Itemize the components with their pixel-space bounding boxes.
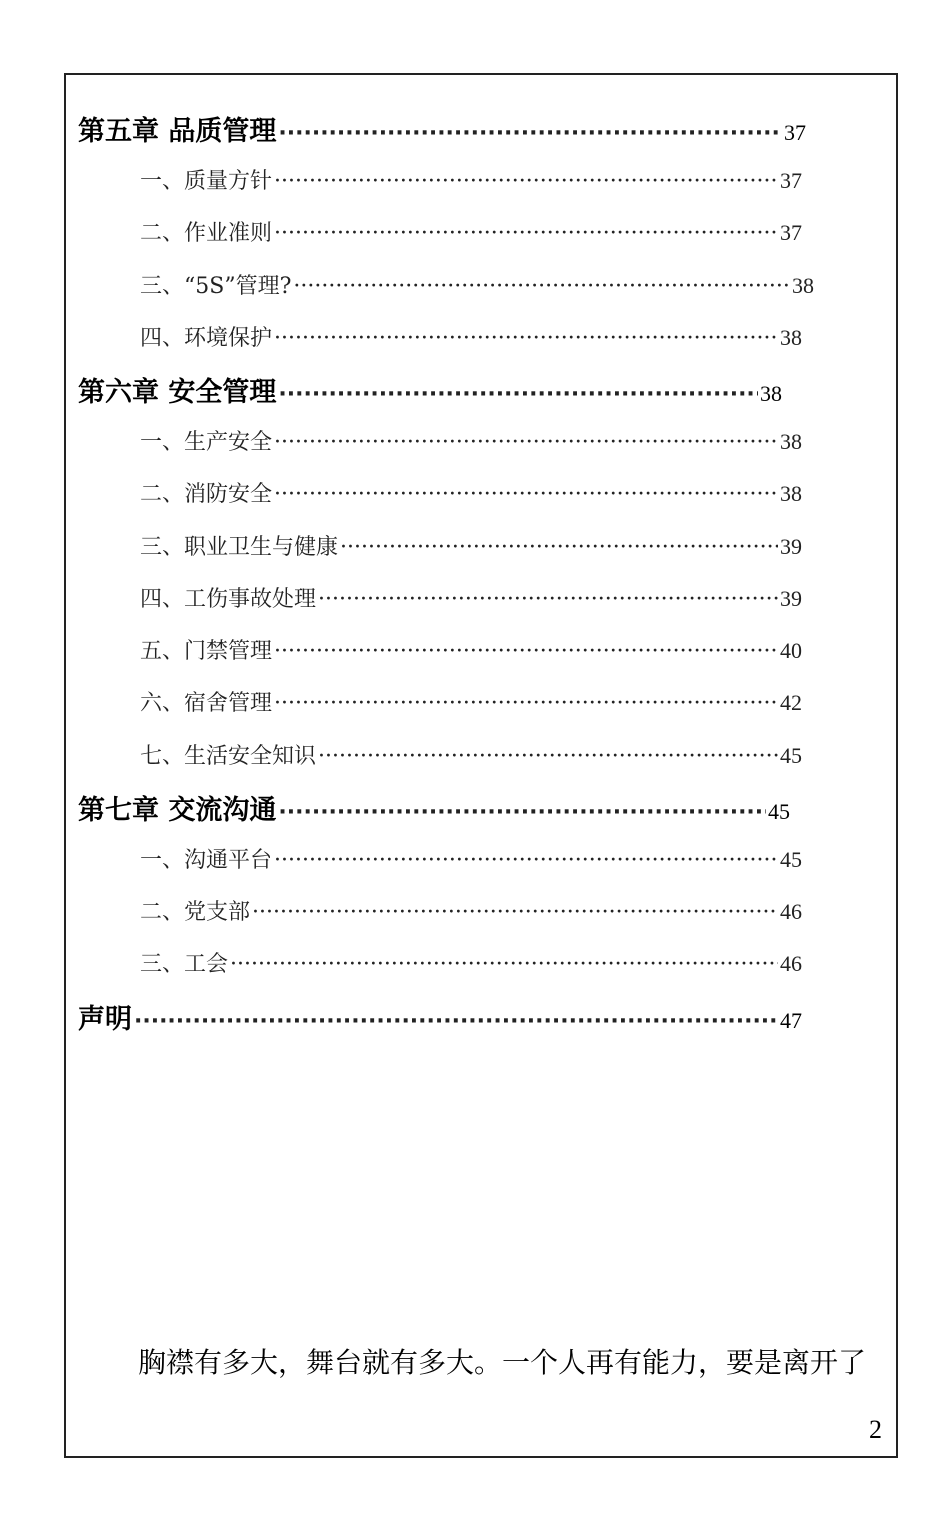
toc-entry-label: 第六章 安全管理	[78, 377, 277, 408]
toc-entry[interactable]	[78, 109, 806, 148]
toc-entry-page: 45	[768, 799, 790, 824]
toc-entry-page: 40	[780, 638, 802, 663]
toc-entry-label: 四、环境保护	[140, 326, 273, 351]
toc-entry[interactable]	[140, 843, 802, 874]
toc-leader-dots	[340, 535, 778, 560]
toc-entry-label: 第五章 品质管理	[78, 116, 277, 147]
toc-entry[interactable]	[78, 788, 790, 827]
toc-entry-page: 46	[780, 899, 802, 924]
toc-entry-page: 45	[780, 847, 802, 872]
toc-leader-dots	[274, 848, 778, 873]
toc-entry-label: 一、沟通平台	[140, 848, 273, 873]
toc-entry-label: 声明	[78, 1004, 132, 1035]
footer-quote: 胸襟有多大，舞台就有多大。一个人再有能力，要是离开了	[138, 1346, 867, 1379]
toc-leader-dots	[293, 274, 790, 299]
toc-leader-dots	[134, 1009, 778, 1034]
toc-leader-dots	[274, 326, 778, 351]
toc-entry[interactable]	[140, 216, 802, 247]
toc-entry-label: 第七章 交流沟通	[78, 795, 277, 826]
toc-entry-page: 39	[780, 534, 802, 559]
toc-entry-label: 三、职业卫生与健康	[140, 535, 339, 560]
toc-leader-dots	[274, 482, 778, 507]
toc-entry-page: 38	[760, 381, 782, 406]
toc-entry[interactable]	[140, 164, 802, 195]
toc-entry[interactable]	[140, 686, 802, 717]
toc-leader-dots	[252, 900, 778, 925]
toc-leader-dots	[274, 221, 778, 246]
toc-entry-label: 二、作业准则	[140, 221, 273, 246]
toc-entry-page: 39	[780, 586, 802, 611]
toc-entry-label: 一、质量方针	[140, 169, 273, 194]
toc-entry-page: 46	[780, 951, 802, 976]
toc-entry-label: 三、工会	[140, 952, 229, 977]
toc-leader-dots	[318, 744, 778, 769]
toc-entry[interactable]	[140, 321, 802, 352]
toc-leader-dots	[230, 952, 778, 977]
toc-leader-dots	[278, 382, 758, 407]
toc-entry[interactable]	[140, 269, 814, 300]
toc-entry-label: 二、消防安全	[140, 482, 273, 507]
toc-entry-label: 五、门禁管理	[140, 639, 273, 664]
toc-entry[interactable]	[140, 582, 802, 613]
toc-entry[interactable]	[140, 895, 802, 926]
toc-entry[interactable]	[140, 739, 802, 770]
toc-leader-dots	[274, 639, 778, 664]
toc-entry-page: 45	[780, 743, 802, 768]
toc-entry-page: 38	[780, 429, 802, 454]
toc-entry-page: 38	[792, 273, 814, 298]
toc-entry[interactable]	[140, 477, 802, 508]
toc-entry[interactable]	[140, 947, 802, 978]
toc-entry-label: 六、宿舍管理	[140, 691, 273, 716]
toc-entry-page: 47	[780, 1008, 802, 1033]
toc-entry-label: 二、党支部	[140, 900, 251, 925]
toc-leader-dots	[274, 691, 778, 716]
toc-entry[interactable]	[140, 634, 802, 665]
toc-entry[interactable]	[140, 530, 802, 561]
toc-entry-label: 一、生产安全	[140, 430, 273, 455]
toc-entry-label: 四、工伤事故处理	[140, 587, 317, 612]
toc-entry[interactable]	[140, 425, 802, 456]
toc-leader-dots	[274, 430, 778, 455]
toc-entry-page: 37	[780, 220, 802, 245]
page-frame	[64, 73, 898, 1458]
toc-entry-page: 37	[780, 168, 802, 193]
toc-leader-dots	[278, 121, 782, 146]
toc-entry-page: 38	[780, 325, 802, 350]
toc-leader-dots	[318, 587, 778, 612]
toc-entry-page: 37	[784, 120, 806, 145]
toc-leader-dots	[278, 800, 766, 825]
toc-entry-label: 三、“5S”管理?	[140, 274, 292, 299]
toc-entry-label: 七、生活安全知识	[140, 744, 317, 769]
toc-entry-page: 38	[780, 481, 802, 506]
toc-entry[interactable]	[78, 997, 802, 1036]
toc-entry[interactable]	[78, 370, 782, 409]
page-number: 2	[869, 1415, 882, 1444]
toc-entry-page: 42	[780, 690, 802, 715]
toc-leader-dots	[274, 169, 778, 194]
